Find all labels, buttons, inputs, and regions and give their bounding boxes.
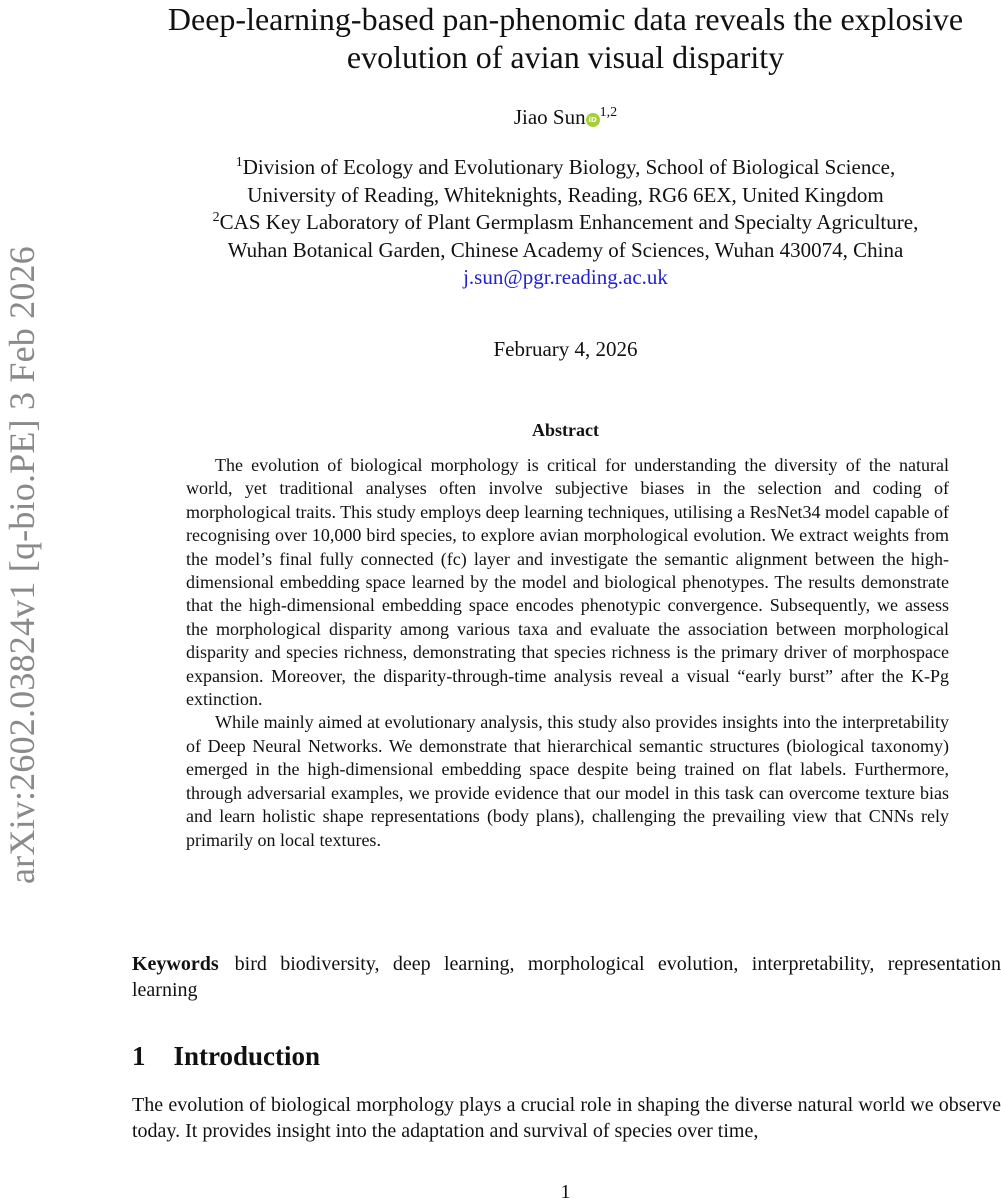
affiliation-1-line-1: [130, 154, 1001, 182]
affiliation-2-line-2: Wuhan Botanical Garden, Chinese Academy of Sciences, Wuhan 430074, China: [227, 237, 904, 262]
affiliation-1-text: Division of Ecology and Evolutionary Biology, School of Biological Science,: [242, 155, 896, 179]
abstract-body: [186, 454, 949, 852]
section-title: Introduction: [173, 1041, 321, 1071]
affiliation-2-text: CAS Key Laboratory of Plant Germplasm Enhancement and Specialty Agriculture,: [219, 210, 919, 234]
email-line: [130, 264, 1001, 292]
page-number: 1: [560, 1181, 571, 1203]
author-line: [130, 103, 1001, 131]
keywords-text: bird biodiversity, deep learning, morphological evolution, interpretability, representation learning: [132, 953, 1001, 1001]
arxiv-identifier-stamp: arXiv:2602.03824v1 [q-bio.PE] 3 Feb 2026: [2, 246, 42, 884]
abstract-paragraph-2: While mainly aimed at evolutionary analysis, this study also provides insights into the interpretability of Deep Neural Networks. We demonstrate that hierarchical semantic structures (biological taxonomy) emerged in the high-dimensional embedding space despite being trained on flat labels. Furthermore, through adversarial examples, we provide evidence that our model in this task can overcome texture bias and learn holistic shape representations (body plans), challenging the prevailing view that CNNs rely primarily on local textures.: [186, 712, 949, 850]
affiliation-1-mark: 1: [235, 155, 243, 170]
abstract-paragraph-1: The evolution of biological morphology is critical for understanding the diversity of the natural world, yet traditional analyses often involve subjective biases in the selection and coding of morphological traits. This study employs deep learning techniques, utilising a ResNet34 model capable of recognising over 10,000 bird species, to explore avian morphological evolution. We extract weights from the model’s final fully connected (fc) layer and investigate the semantic alignment between the high-dimensional embedding space learned by the model and biological phenotypes. The results demonstrate that the high-dimensional embedding space encodes phenotypic convergence. Subsequently, we assess the morphological disparity among various taxa and evaluate the association between morphological disparity and species richness, demonstrating that species richness is the primary driver of morphospace expansion. Moreover, the disparity-through-time analysis reveal a visual “early burst” after the K-Pg extinction.: [186, 455, 950, 710]
author-email-link[interactable]: j.sun@pgr.reading.ac.uk: [463, 265, 668, 289]
affiliations: [130, 154, 1001, 292]
section-heading-introduction: [132, 1038, 320, 1074]
introduction-paragraph: The evolution of biological morphology plays a crucial role in shaping the diverse natural world we observe today. It provides insight into the adaptation and survival of species over time,: [132, 1094, 1001, 1142]
author-affiliation-marks: 1,2: [599, 105, 618, 120]
author-name: Jiao Sun: [513, 105, 586, 129]
affiliation-2-mark: 2: [212, 210, 220, 225]
title-line-1: Deep-learning-based pan-phenomic data reveals the explosive: [167, 1, 964, 37]
keywords-label: Keywords: [132, 953, 219, 975]
keywords: [132, 951, 1001, 1003]
paper-title: [130, 0, 1001, 76]
affiliation-1-line-2: University of Reading, Whiteknights, Reading, RG6 6EX, United Kingdom: [247, 182, 884, 207]
affiliation-2-line-1: [130, 209, 1001, 237]
section-number: 1: [132, 1041, 146, 1071]
abstract-heading: Abstract: [532, 420, 599, 440]
orcid-icon[interactable]: iD: [586, 113, 600, 127]
publication-date: February 4, 2026: [493, 337, 638, 361]
title-line-2: evolution of avian visual disparity: [346, 39, 785, 75]
